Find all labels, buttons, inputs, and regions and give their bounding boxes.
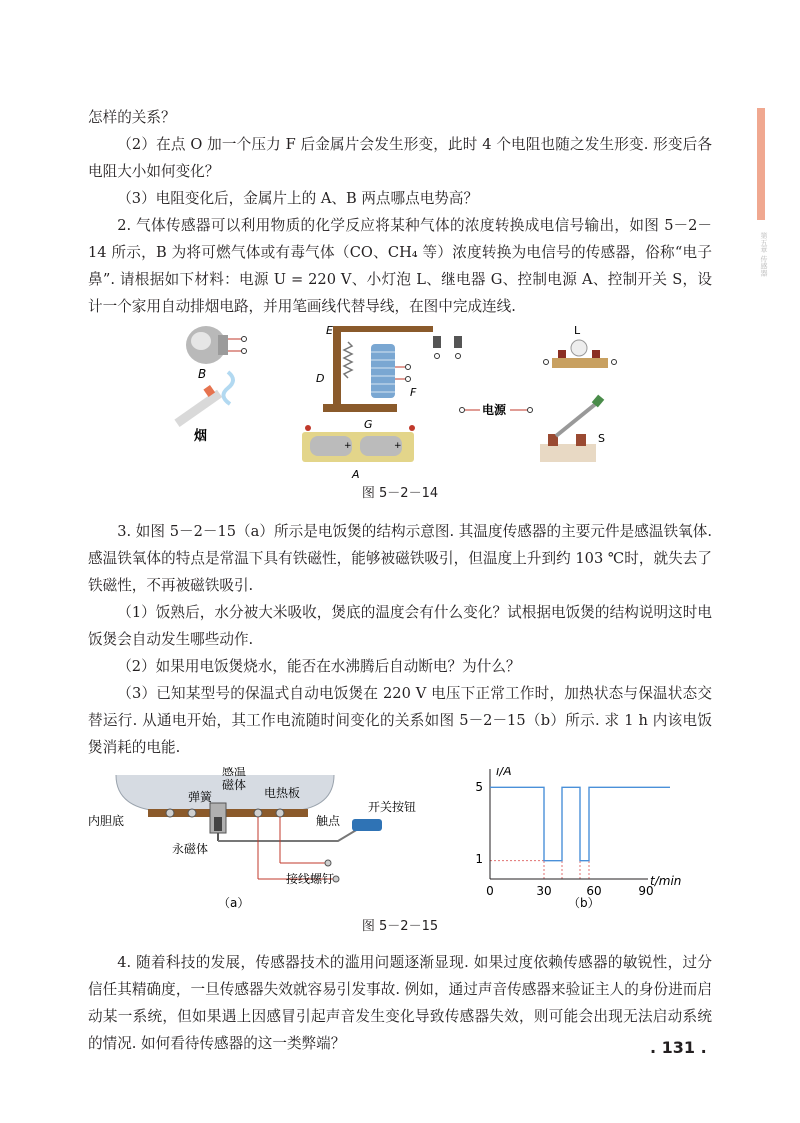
x-tick-60: 60	[586, 884, 602, 898]
paragraph-7: （2）如果用电饭煲烧水，能否在水沸腾后自动断电？为什么？	[117, 658, 521, 675]
gas-sensor-b-icon	[186, 326, 247, 364]
label-b-figure: （b）	[568, 896, 600, 910]
current-series-line	[490, 787, 670, 860]
label-inner-bottom: 内胆底	[88, 814, 125, 828]
page-content	[88, 104, 712, 1057]
lamp-l-icon	[544, 340, 617, 368]
label-thermo-line1: 感温	[222, 767, 247, 778]
paragraph-1: 怎样的关系？	[88, 109, 176, 126]
switch-s-icon	[540, 395, 604, 462]
label-g: G	[364, 418, 373, 431]
paragraph-5: 3. 如图 5－2－15（a）所示是电饭煲的结构示意图. 其温度传感器的主要元件是感温铁氧体. 感温铁氧体的特点是常温下具有铁磁性，能够被磁铁吸引，但温度上升到约 103 ℃时，就失去了铁磁性，不再被磁铁吸引.	[88, 523, 712, 594]
chapter-tab	[757, 108, 765, 220]
figure-14-svg	[88, 322, 712, 480]
figure-5-2-14	[88, 322, 712, 480]
x-tick-90: 90	[638, 884, 654, 898]
label-switch-button: 开关按钮	[368, 800, 417, 814]
label-b: B	[198, 367, 207, 381]
paragraph-3: （3）电阻变化后，金属片上的 A、B 两点哪点电势高？	[117, 190, 479, 207]
label-plus-2: +	[394, 441, 402, 451]
y-tick-5: 5	[475, 780, 483, 794]
chapter-side-text: 第五章 传感器	[760, 232, 768, 277]
paragraph-9: 4. 随着科技的发展，传感器技术的滥用问题逐渐显现. 如果过度依赖传感器的敏锐性，过分信任其精确度，一旦传感器失效就容易引发事故. 例如，通过声音传感器来验证主人的身份进而启动某一系统，但如果遇上因感冒引起声音发生变化导致传感器失效，则可能会出现无法启动系统的情况. 如何看待传感器的这一类弊端？	[88, 954, 712, 1052]
label-heater: 电热板	[264, 786, 301, 800]
label-e: E	[326, 324, 333, 337]
figure-15-caption: 图 5－2－15	[361, 919, 439, 934]
label-plus-1: +	[344, 441, 352, 451]
label-a: A	[352, 468, 360, 480]
label-contact: 触点	[316, 814, 341, 828]
label-spring: 弹簧	[188, 790, 213, 804]
y-tick-1: 1	[475, 852, 483, 866]
current-chart	[475, 767, 681, 910]
label-f: F	[410, 386, 417, 399]
label-magnet: 永磁体	[172, 842, 209, 856]
relay-g-icon	[323, 326, 462, 412]
x-tick-0: 0	[486, 884, 494, 898]
page-number: . 131 .	[650, 1038, 707, 1057]
label-d: D	[316, 372, 325, 385]
figure-14-caption: 图 5－2－14	[361, 486, 439, 501]
label-screw: 接线螺钉	[286, 872, 335, 886]
x-axis-label: t/min	[650, 874, 682, 888]
paragraph-2: （2）在点 O 加一个压力 F 后金属片会发生形变，此时 4 个电阻也随之发生形变. 形变后各电阻大小如何变化？	[88, 136, 712, 180]
rice-cooker-diagram	[116, 775, 382, 882]
figure-15-svg	[88, 767, 712, 917]
paragraph-8: （3）已知某型号的保温式自动电饭煲在 220 V 电压下正常工作时，加热状态与保温状态交替运行. 从通电开始，其工作电流随时间变化的关系如图 5－2－15（b）所示. 求 1 h 内该电饭煲消耗的电能.	[88, 685, 712, 756]
paragraph-6: （1）饭熟后，水分被大米吸收，煲底的温度会有什么变化？试根据电饭煲的结构说明这时电饭煲会自动发生哪些动作.	[88, 604, 712, 648]
label-smoke: 烟	[194, 429, 208, 444]
label-thermo-line2: 磁体	[222, 778, 247, 792]
label-l: L	[574, 324, 581, 337]
figure-5-2-15	[88, 767, 712, 917]
y-axis-label: i/A	[496, 767, 512, 778]
label-power: 电源	[482, 403, 507, 417]
label-a-figure: （a）	[218, 896, 250, 910]
label-s: S	[598, 432, 605, 445]
x-tick-30: 30	[536, 884, 552, 898]
paragraph-4: 2. 气体传感器可以利用物质的化学反应将某种气体的浓度转换成电信号输出，如图 5－2－14 所示，B 为将可燃气体或有毒气体（CO、CH₄ 等）浓度转换为电信号的传感器，俗称“电子鼻”. 请根据如下材料：电源 U = 220 V、小灯泡 L、继电器 G、控制电源 A、控制开关 S，设计一个家用自动排烟电路，并用笔画线代替导线，在图中完成连线.	[88, 217, 712, 315]
